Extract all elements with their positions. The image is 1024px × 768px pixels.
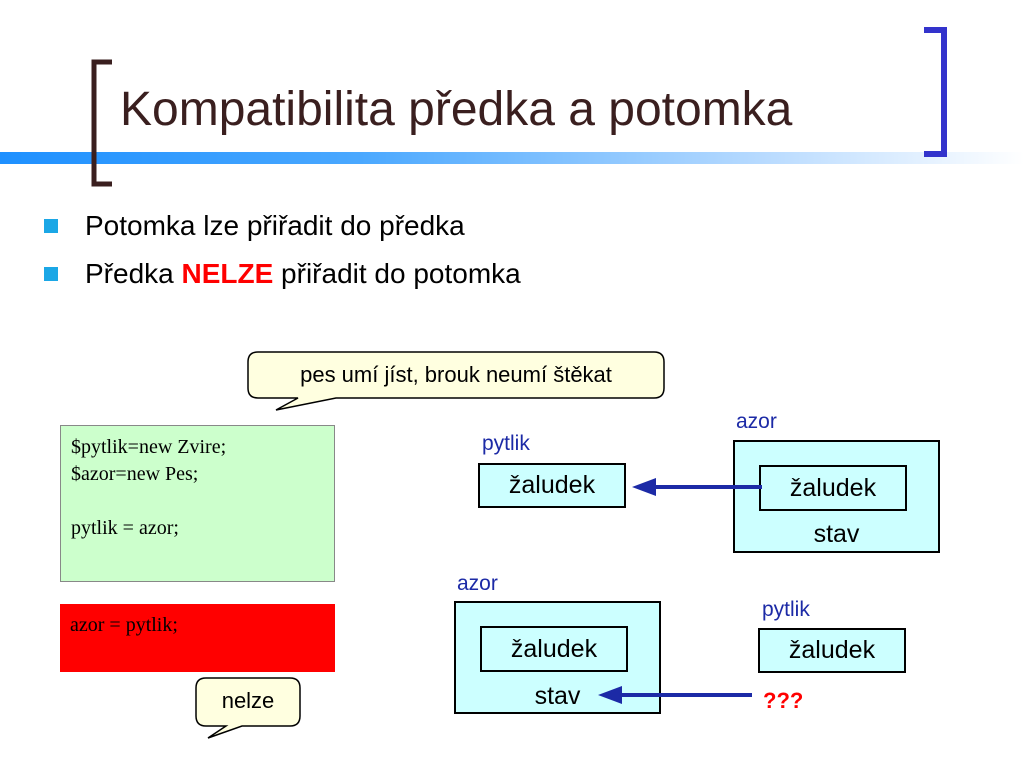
arrow-bottom-head-icon — [598, 686, 622, 704]
bottom-left-field-text: žaludek — [510, 634, 598, 663]
top-right-field-text: žaludek — [789, 473, 877, 502]
bullet-1-text: Potomka lze přiřadit do předka — [85, 210, 465, 241]
code-line: pytlik = azor; — [71, 517, 179, 539]
slide-title: Kompatibilita předka a potomka — [120, 83, 793, 136]
code-line: azor = pytlik; — [70, 614, 178, 636]
arrow-top-head-icon — [632, 478, 656, 496]
code-line: $pytlik=new Zvire; — [71, 436, 227, 458]
callout-top-text: pes umí jíst, brouk neumí štěkat — [300, 362, 612, 387]
bottom-left-extra-field: stav — [534, 682, 581, 710]
top-left-field-text: žaludek — [508, 471, 596, 499]
callout-bottom-text: nelze — [221, 688, 275, 713]
code-line: $azor=new Pes; — [71, 463, 199, 485]
top-left-object-label: pytlik — [482, 432, 530, 455]
bullet-2-suffix: přiřadit do potomka — [273, 258, 521, 289]
unknown-marker: ??? — [763, 688, 804, 713]
bottom-right-object-label: pytlik — [762, 598, 810, 621]
bottom-left-object-label: azor — [457, 572, 498, 595]
bottom-right-field-text: žaludek — [788, 636, 876, 664]
top-right-extra-field: stav — [813, 520, 860, 548]
bullet-2-prefix: Předka — [85, 258, 182, 289]
top-right-object-label: azor — [736, 410, 777, 433]
bullet-2-emphasis: NELZE — [181, 258, 274, 289]
